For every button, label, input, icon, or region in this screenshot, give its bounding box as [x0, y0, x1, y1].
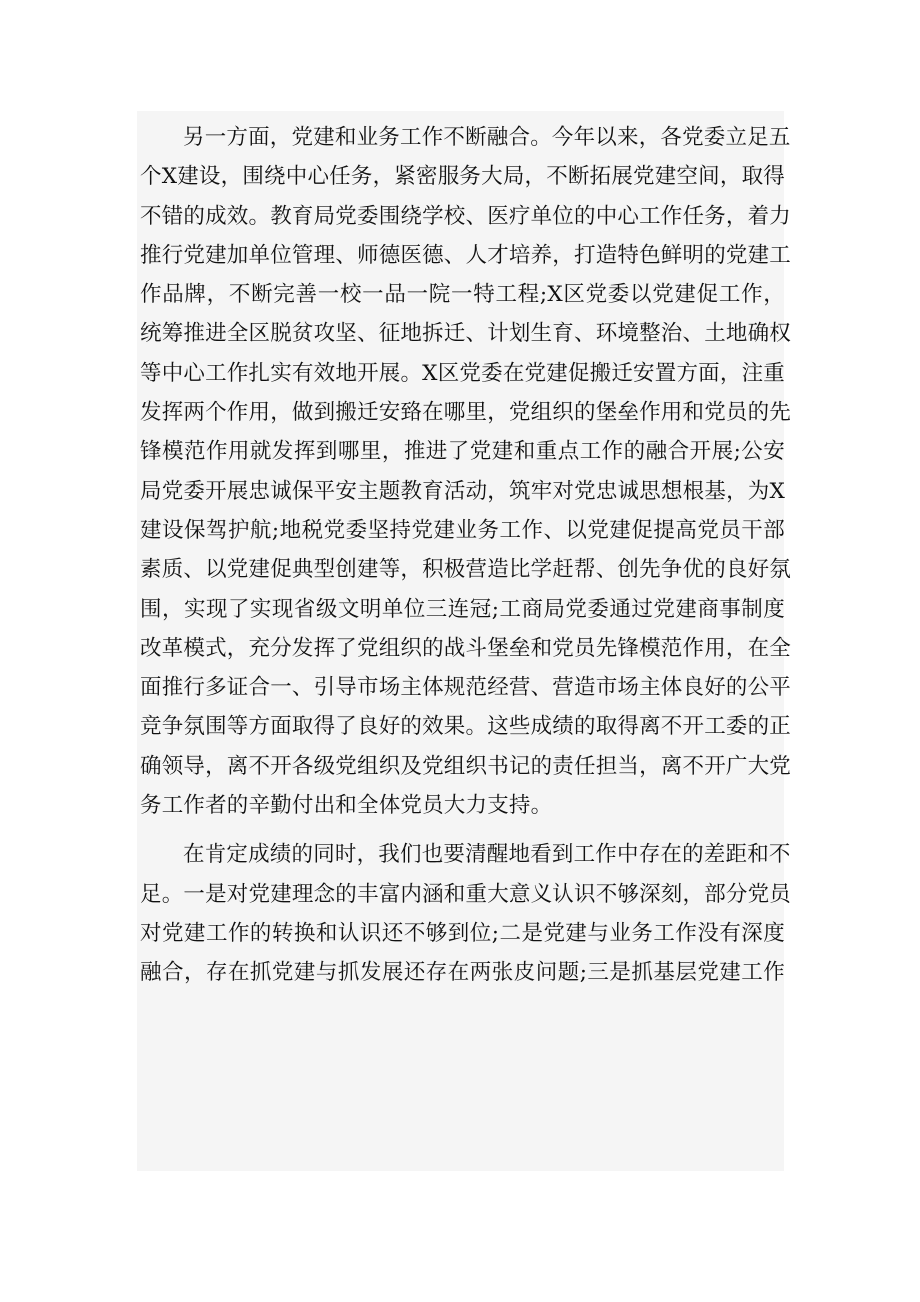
paragraph-line: 融合，存在抓党建与抓发展还存在两张皮问题;三是抓基层党建工作 [140, 960, 785, 986]
paragraph-line: 围，实现了实现省级文明单位三连冠;工商局党委通过党建商事制度 [140, 596, 785, 622]
paragraph-line: 局党委开展忠诚保平安主题教育活动，筑牢对党忠诚思想根基，为X [140, 478, 785, 504]
paragraph-line: 不错的成效。教育局党委围绕学校、医疗单位的中心工作任务，着力 [140, 203, 792, 229]
paragraph-line: 务工作者的辛勤付出和全体党员大力支持。 [140, 793, 553, 819]
paragraph-1 [140, 118, 792, 825]
paragraph-line: 发挥两个作用，做到搬迁安臵在哪里，党组织的堡垒作用和党员的先 [140, 400, 792, 426]
paragraph-line: 等中心工作扎实有效地开展。X区党委在党建促搬迁安置方面，注重 [140, 360, 785, 386]
document-body [140, 118, 792, 993]
paragraph-2 [140, 835, 792, 992]
paragraph-line: 足。一是对党建理念的丰富内涵和重大意义认识不够深刻，部分党员 [140, 881, 792, 907]
paragraph-line: 锋模范作用就发挥到哪里，推进了党建和重点工作的融合开展;公安 [140, 439, 785, 465]
paragraph-line: 统筹推进全区脱贫攻坚、征地拆迁、计划生育、环境整治、土地确权 [140, 321, 792, 347]
paragraph-line: 另一方面，党建和业务工作不断融合。今年以来，各党委立足五 [183, 125, 791, 150]
paragraph-line: 推行党建加单位管理、师德医德、人才培养，打造特色鲜明的党建工 [140, 242, 792, 268]
paragraph-line: 素质、以党建促典型创建等，积极营造比学赶帮、创先争优的良好氛 [140, 557, 792, 583]
paragraph-line: 面推行多证合一、引导市场主体规范经营、营造市场主体良好的公平 [140, 675, 792, 701]
paragraph-line: 改革模式，充分发挥了党组织的战斗堡垒和党员先锋模范作用，在全 [140, 635, 792, 661]
paragraph-line: 建设保驾护航;地税党委坚持党建业务工作、以党建促提高党员干部 [140, 517, 785, 543]
paragraph-line: 个X建设，围绕中心任务，紧密服务大局，不断拓展党建空间，取得 [140, 164, 785, 190]
paragraph-line: 竞争氛围等方面取得了良好的效果。这些成绩的取得离不开工委的正 [140, 714, 792, 740]
paragraph-line: 在肯定成绩的同时，我们也要清醒地看到工作中存在的差距和不 [183, 842, 791, 868]
paragraph-line: 对党建工作的转换和认识还不够到位;二是党建与业务工作没有深度 [140, 920, 785, 946]
paragraph-line: 作品牌，不断完善一校一品一院一特工程;X区党委以党建促工作， [140, 282, 785, 308]
paragraph-line: 确领导，离不开各级党组织及党组织书记的责任担当，离不开广大党 [140, 753, 792, 779]
